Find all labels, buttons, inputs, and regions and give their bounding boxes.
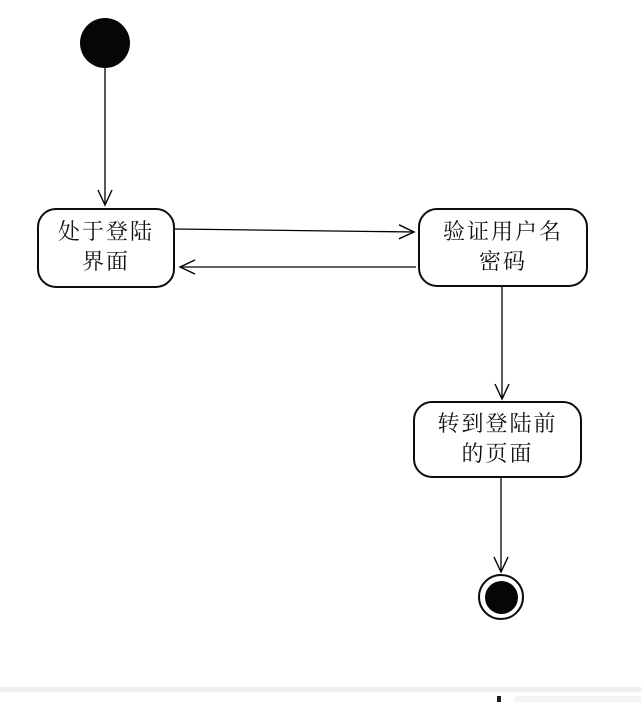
state-label-line: 验证用户名 bbox=[442, 219, 563, 245]
state-label-line: 转到登陆前 bbox=[437, 411, 558, 437]
text-caret-mark bbox=[497, 696, 501, 702]
state-label-line: 界面 bbox=[81, 250, 130, 275]
final-state-inner-dot bbox=[485, 581, 518, 614]
state-label-line: 密码 bbox=[478, 249, 527, 275]
state-node-goto-pre-login-page bbox=[413, 401, 582, 478]
input-box-top-edge[interactable] bbox=[513, 696, 641, 702]
bottom-divider-band bbox=[0, 687, 641, 692]
state-label-line: 的页面 bbox=[461, 441, 534, 467]
state-node-verify-credentials bbox=[418, 208, 588, 287]
state-node-login-screen bbox=[37, 208, 175, 288]
transition-login-to-verify bbox=[175, 229, 414, 232]
initial-state-node bbox=[80, 18, 130, 68]
state-label-line: 处于登陆 bbox=[57, 220, 154, 245]
final-state-node bbox=[478, 574, 524, 620]
